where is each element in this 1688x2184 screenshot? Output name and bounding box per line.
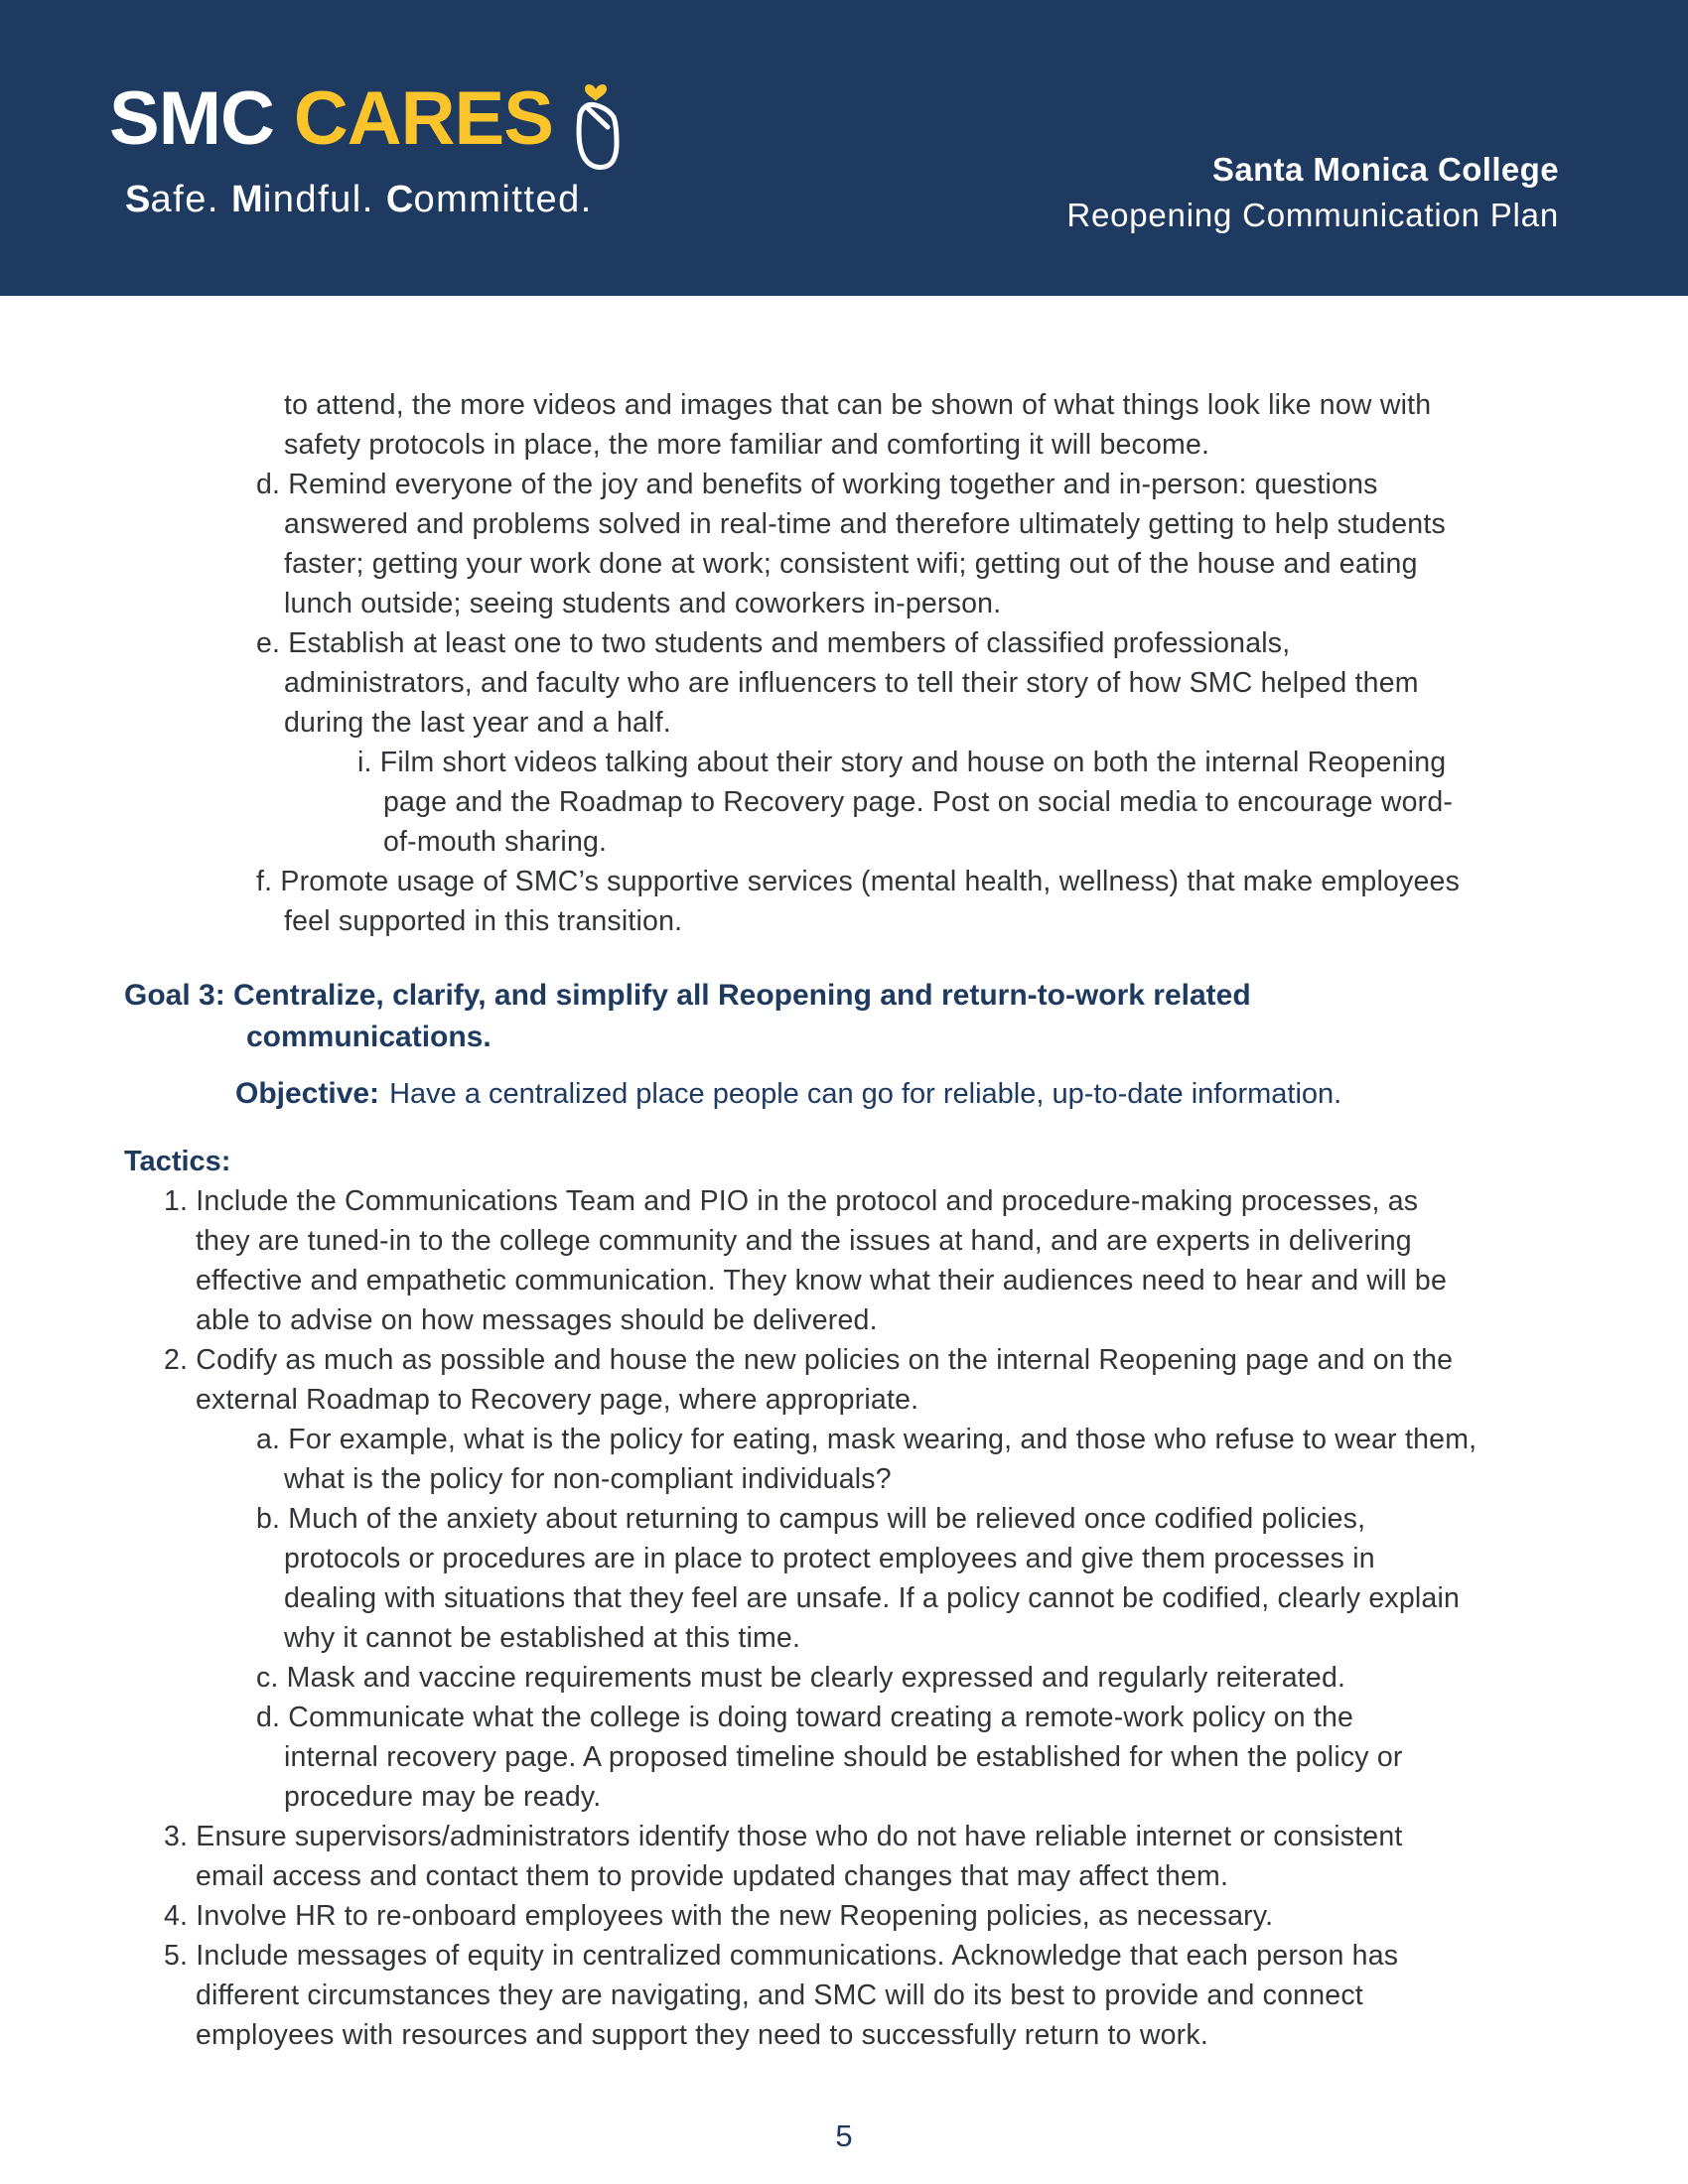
objective-text: Have a centralized place people can go for reliable, up-to-date information. <box>389 1078 1342 1110</box>
text-line: to attend, the more videos and images that can be shown of what things look like now with <box>284 389 1432 421</box>
text-line: dealing with situations that they feel are unsafe. If a policy cannot be codified, clearly explain <box>284 1582 1461 1614</box>
text-line: external Roadmap to Recovery page, where appropriate. <box>196 1384 919 1416</box>
text-line: email access and contact them to provide updated changes that may affect them. <box>196 1860 1229 1892</box>
sublist-item-a: a. For example, what is the policy for eating, mask wearing, and those who refuse to wear them, <box>256 1424 1477 1455</box>
sublist-item-d: d. Communicate what the college is doing toward creating a remote-work policy on the <box>256 1702 1354 1733</box>
finger-heart-icon <box>565 73 627 188</box>
tagline-text: afe. <box>150 179 231 220</box>
text-line: able to advise on how messages should be delivered. <box>196 1304 878 1336</box>
list-item-e: e. Establish at least one to two students and members of classified professionals, <box>256 627 1291 659</box>
text-line: lunch outside; seeing students and coworkers in-person. <box>284 588 1002 619</box>
college-name: Santa Monica College <box>1211 151 1559 188</box>
list-item-f: f. Promote usage of SMC’s supportive services (mental health, wellness) that make employees <box>256 866 1461 897</box>
objective-line <box>0 1074 1688 1114</box>
text-line: feel supported in this transition. <box>284 905 683 937</box>
tagline-text: ommitted. <box>413 179 593 220</box>
page-number: 5 <box>835 2118 853 2153</box>
text-line: faster; getting your work done at work; consistent wifi; getting out of the house and eating <box>284 548 1418 580</box>
tactics-heading: Tactics: <box>124 1146 231 1177</box>
tagline-s: S <box>125 179 151 220</box>
tactic-item-5: 5. Include messages of equity in centralized communications. Acknowledge that each person has <box>164 1940 1399 1972</box>
tactic-item-4: 4. Involve HR to re-onboard employees with the new Reopening policies, as necessary. <box>164 1900 1274 1932</box>
document-title: Reopening Communication Plan <box>1066 197 1559 233</box>
logo-cares: CARES <box>293 76 553 161</box>
tagline-c: C <box>385 179 414 220</box>
text-line: during the last year and a half. <box>284 707 671 739</box>
tagline-text: indful. <box>262 179 386 220</box>
tactic-item-3: 3. Ensure supervisors/administrators identify those who do not have reliable internet or consistent <box>164 1821 1403 1852</box>
text-line: different circumstances they are navigating, and SMC will do its best to provide and connect <box>196 1979 1363 2011</box>
goal-heading-line2: communications. <box>246 1021 492 1053</box>
page-header <box>0 0 1688 296</box>
sublist-item-i: i. Film short videos talking about their story and house on both the internal Reopening <box>357 747 1447 778</box>
text-line: employees with resources and support they need to successfully return to work. <box>196 2019 1208 2051</box>
logo-smc: SMC <box>109 76 274 161</box>
text-line: page and the Roadmap to Recovery page. Post on social media to encourage word- <box>383 786 1454 818</box>
text-line: they are tuned-in to the college community and the issues at hand, and are experts in delivering <box>196 1225 1412 1257</box>
text-line: safety protocols in place, the more familiar and comforting it will become. <box>284 429 1210 461</box>
goal-heading-line1: Goal 3: Centralize, clarify, and simplify all Reopening and return-to-work related <box>124 979 1251 1012</box>
text-line: procedure may be ready. <box>284 1781 602 1813</box>
sublist-item-b: b. Much of the anxiety about returning to campus will be relieved once codified policies, <box>256 1503 1366 1535</box>
tagline-m: M <box>231 179 263 220</box>
text-line: what is the policy for non-compliant individuals? <box>284 1463 892 1495</box>
header-title-block <box>1066 147 1559 238</box>
list-item-d: d. Remind everyone of the joy and benefits of working together and in-person: questions <box>256 469 1378 500</box>
text-line: why it cannot be established at this time. <box>284 1622 801 1654</box>
goal-3-heading <box>0 975 1688 1058</box>
text-line: of-mouth sharing. <box>383 826 608 858</box>
page-content <box>0 385 1688 2055</box>
objective-label: Objective: <box>235 1077 380 1110</box>
text-line: administrators, and faculty who are influencers to tell their story of how SMC helped them <box>284 667 1419 699</box>
tactic-item-1: 1. Include the Communications Team and PIO in the protocol and procedure-making processes, as <box>164 1185 1419 1217</box>
tactic-item-2: 2. Codify as much as possible and house the new policies on the internal Reopening page and on the <box>164 1344 1454 1376</box>
text-line: protocols or procedures are in place to protect employees and give them processes in <box>284 1543 1375 1574</box>
logo-tagline <box>125 179 593 221</box>
smc-cares-logo <box>109 76 627 188</box>
text-line: answered and problems solved in real-time and therefore ultimately getting to help students <box>284 508 1446 540</box>
sublist-item-c: c. Mask and vaccine requirements must be clearly expressed and regularly reiterated. <box>256 1662 1346 1694</box>
text-line: effective and empathetic communication. They know what their audiences need to hear and will be <box>196 1265 1448 1297</box>
text-line: internal recovery page. A proposed timeline should be established for when the policy or <box>284 1741 1403 1773</box>
